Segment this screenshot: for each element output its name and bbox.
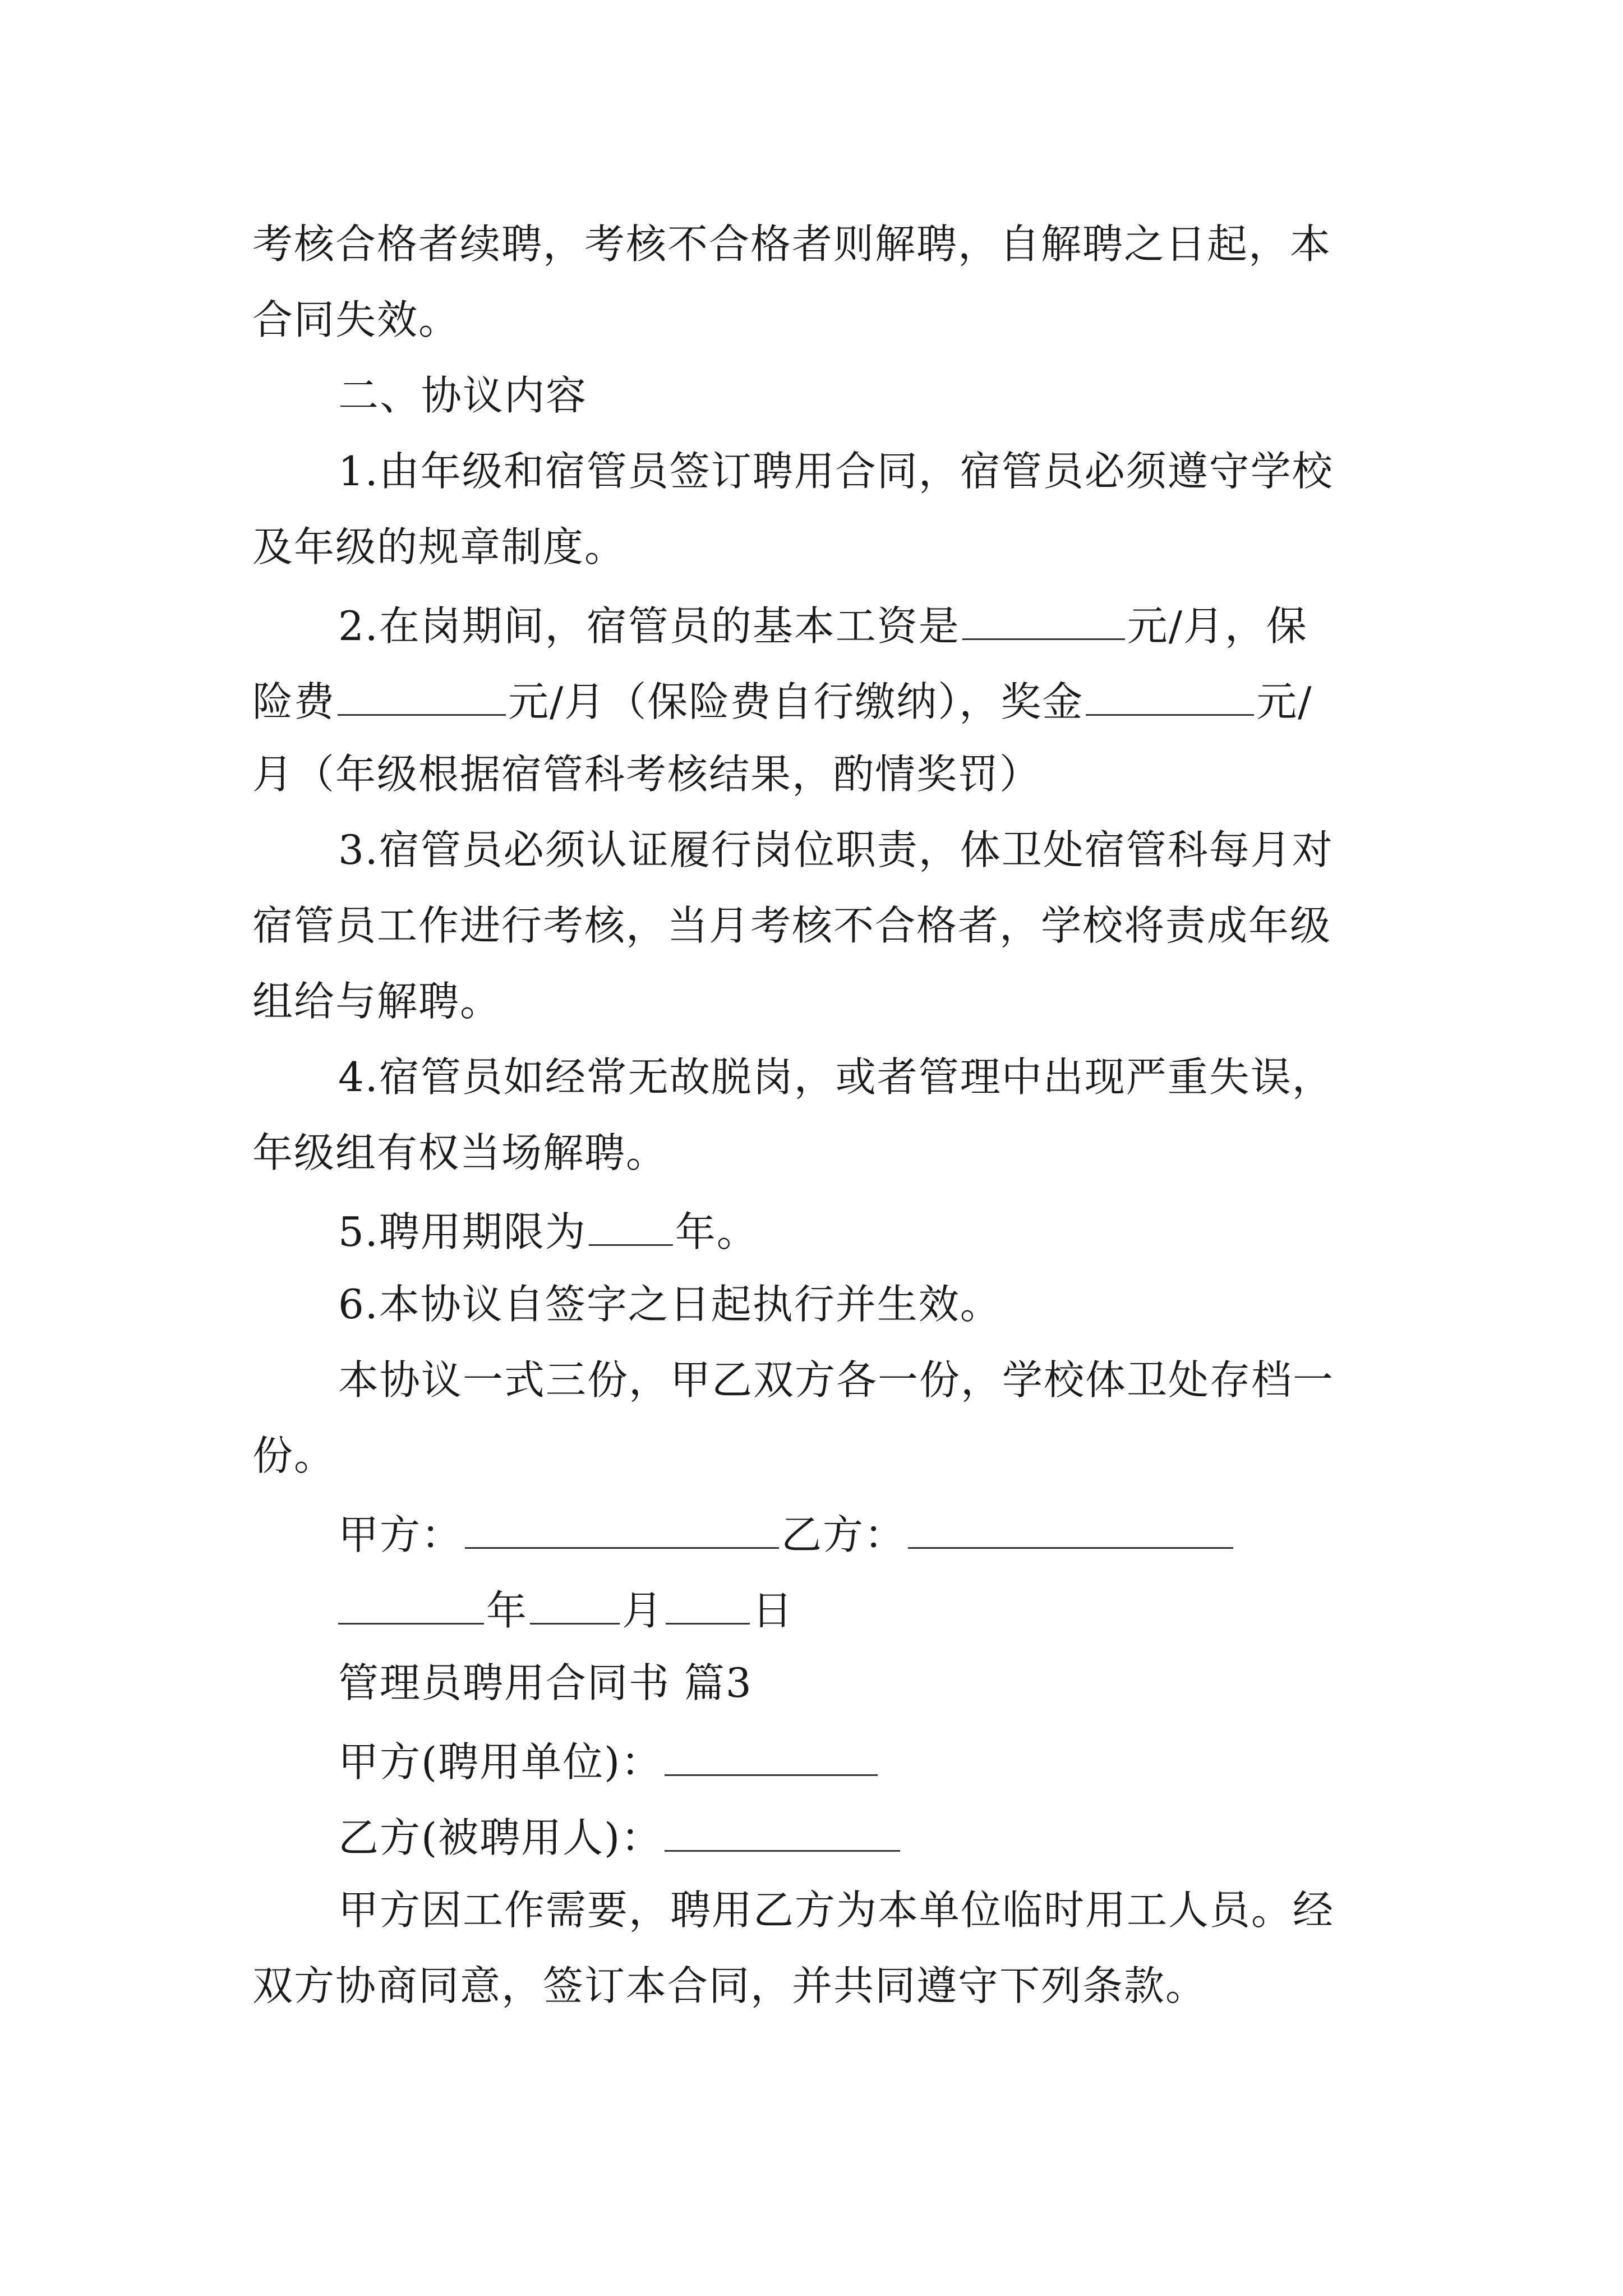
copies-line-1: 本协议一式三份，甲乙双方各一份，学校体卫处存档一 — [338, 1356, 1335, 1404]
item-6-line: 6.本协议自签字之日起执行并生效。 — [338, 1281, 1002, 1328]
party-b-signature-blank[interactable] — [908, 1503, 1233, 1549]
term-years-blank[interactable] — [589, 1200, 673, 1246]
contract-title: 管理员聘用合同书 篇3 — [338, 1659, 753, 1706]
employer-line — [338, 1731, 880, 1790]
item-2-line-1 — [338, 595, 1308, 654]
salary-blank[interactable] — [962, 595, 1125, 640]
party-a-label: 甲方： — [338, 1511, 463, 1558]
employer-blank[interactable] — [665, 1731, 878, 1776]
paragraph-line-1: 考核合格者续聘，考核不合格者则解聘，自解聘之日起，本 — [252, 220, 1332, 268]
item-2-line-2 — [252, 670, 1313, 730]
insurance-blank[interactable] — [338, 670, 506, 716]
month-label: 月 — [622, 1587, 664, 1634]
item-2-text-d: 元/月（保险费自行缴纳），奖金 — [508, 678, 1084, 725]
item-5-text-a: 5.聘用期限为 — [338, 1208, 587, 1255]
year-label: 年 — [486, 1587, 528, 1634]
year-blank[interactable] — [338, 1579, 484, 1625]
employee-blank[interactable] — [665, 1806, 900, 1852]
party-b-label: 乙方： — [781, 1511, 906, 1558]
bonus-blank[interactable] — [1086, 670, 1254, 716]
paragraph-line-2: 合同失效。 — [252, 296, 460, 343]
employee-label: 乙方(被聘用人)： — [338, 1814, 663, 1861]
item-3-line-3: 组给与解聘。 — [252, 978, 502, 1025]
signature-line — [338, 1503, 1235, 1563]
item-4-line-1: 4.宿管员如经常无故脱岗，或者管理中出现严重失误， — [338, 1053, 1334, 1101]
item-5-line — [338, 1200, 758, 1260]
copies-line-2: 份。 — [252, 1432, 336, 1479]
item-2-text-c: 险费 — [252, 678, 336, 725]
item-3-line-1: 3.宿管员必须认证履行岗位职责，体卫处宿管科每月对 — [338, 826, 1334, 873]
item-2-line-3: 月（年级根据宿管科考核结果，酌情奖罚） — [252, 751, 1041, 798]
party-a-signature-blank[interactable] — [465, 1503, 779, 1549]
employee-line — [338, 1806, 902, 1866]
section-heading: 二、协议内容 — [338, 372, 588, 419]
intro-line-1: 甲方因工作需要，聘用乙方为本单位临时用工人员。经 — [338, 1887, 1335, 1934]
item-5-text-b: 年。 — [675, 1208, 758, 1255]
item-2-text-b: 元/月，保 — [1127, 602, 1308, 650]
month-blank[interactable] — [530, 1579, 620, 1625]
day-label: 日 — [752, 1587, 794, 1634]
date-line — [338, 1579, 794, 1639]
day-blank[interactable] — [666, 1579, 750, 1625]
item-4-line-2: 年级组有权当场解聘。 — [252, 1129, 668, 1176]
item-2-text-e: 元/ — [1256, 678, 1313, 725]
intro-line-2: 双方协商同意，签订本合同，并共同遵守下列条款。 — [252, 1962, 1207, 2009]
item-1-line-2: 及年级的规章制度。 — [252, 523, 626, 570]
item-2-text-a: 2.在岗期间，宿管员的基本工资是 — [338, 602, 960, 650]
item-1-line-1: 1.由年级和宿管员签订聘用合同，宿管员必须遵守学校 — [338, 448, 1334, 495]
employer-label: 甲方(聘用单位)： — [338, 1738, 663, 1786]
item-3-line-2: 宿管员工作进行考核，当月考核不合格者，学校将责成年级 — [252, 902, 1332, 949]
